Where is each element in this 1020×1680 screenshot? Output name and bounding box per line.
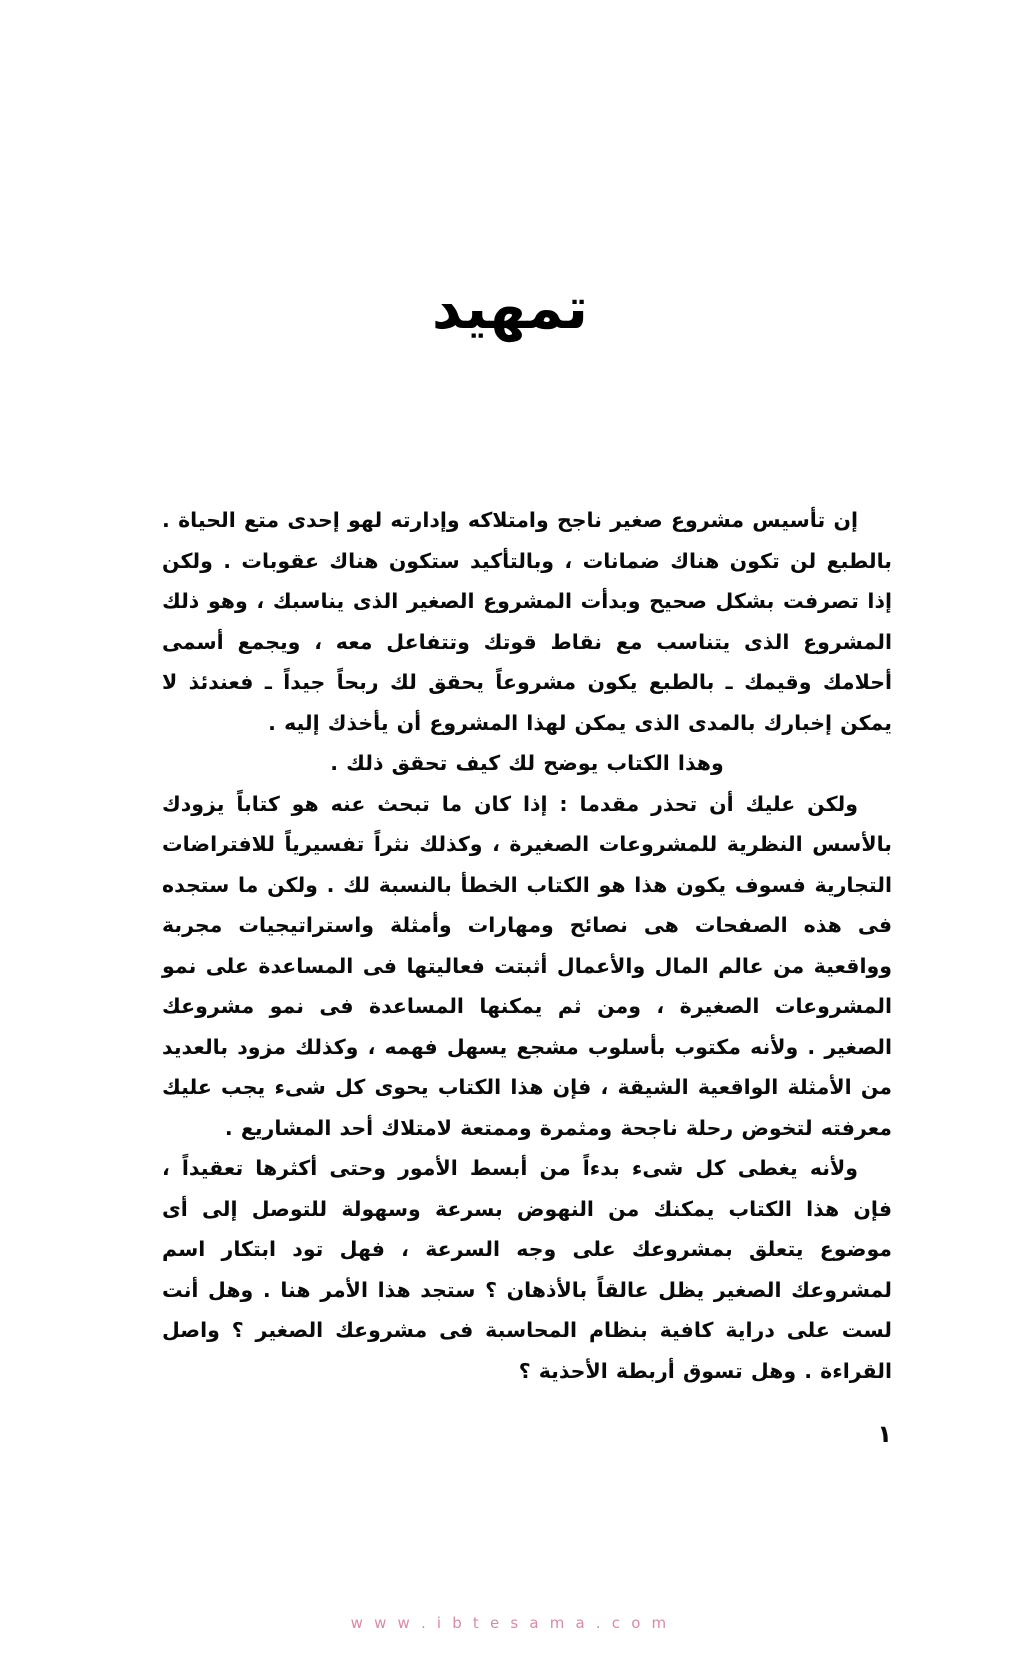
body-text-block bbox=[162, 500, 892, 1391]
footer-watermark: w w w . i b t e s a m a . c o m bbox=[350, 1614, 670, 1632]
page-title: تمهيد bbox=[431, 273, 589, 342]
paragraph: إن تأسيس مشروع صغير ناجح وامتلاكه وإدارته لهو إحدى متع الحياة . بالطبع لن تكون هناك ضمانات ، وبالتأكيد ستكون هناك عقوبات . ولكن إذا تصرفت بشكل صحيح وبدأت المشروع الصغير الذى يناسبك ، وهو ذلك المشروع الذى يتناسب مع نقاط قوتك وتتفاعل معه ، ويجمع أسمى أحلامك وقيمك ـ بالطبع يكون مشروعاً يحقق لك ربحاً جيداً ـ فعندئذ لا يمكن إخبارك بالمدى الذى يمكن لهذا المشروع أن يأخذك إليه . bbox=[162, 508, 892, 735]
paragraph: ولكن عليك أن تحذر مقدما : إذا كان ما تبحث عنه هو كتاباً يزودك بالأسس النظرية للمشروعات الصغيرة ، وكذلك نثراً تفسيرياً للافتراضات التجارية فسوف يكون هذا هو الكتاب الخطأ بالنسبة لك . ولكن ما ستجده فى هذه الصفحات هى نصائح ومهارات وأمثلة واستراتيجيات مجربة وواقعية من عالم المال والأعمال أثبتت فعاليتها فى المساعدة على نمو المشروعات الصغيرة ، ومن ثم يمكنها المساعدة فى نمو مشروعك الصغير . ولأنه مكتوب بأسلوب مشجع يسهل فهمه ، وكذلك مزود بالعديد من الأمثلة الواقعية الشيقة ، فإن هذا الكتاب يحوى كل شىء يجب عليك معرفته لتخوض رحلة ناجحة ومثمرة وممتعة لامتلاك أحد المشاريع . bbox=[162, 791, 892, 1140]
paragraph: وهذا الكتاب يوضح لك كيف تحقق ذلك . bbox=[330, 751, 724, 775]
page-number: ١ bbox=[877, 1420, 892, 1448]
paragraph: ولأنه يغطى كل شىء بدءاً من أبسط الأمور وحتى أكثرها تعقيداً ، فإن هذا الكتاب يمكنك من النهوض بسرعة وسهولة للتوصل إلى أى موضوع يتعلق بمشروعك على وجه السرعة ، فهل تود ابتكار اسم لمشروعك الصغير يظل عالقاً بالأذهان ؟ ستجد هذا الأمر هنا . وهل أنت لست على دراية كافية بنظام المحاسبة فى مشروعك الصغير ؟ واصل القراءة . وهل تسوق أربطة الأحذية ؟ bbox=[162, 1156, 892, 1383]
